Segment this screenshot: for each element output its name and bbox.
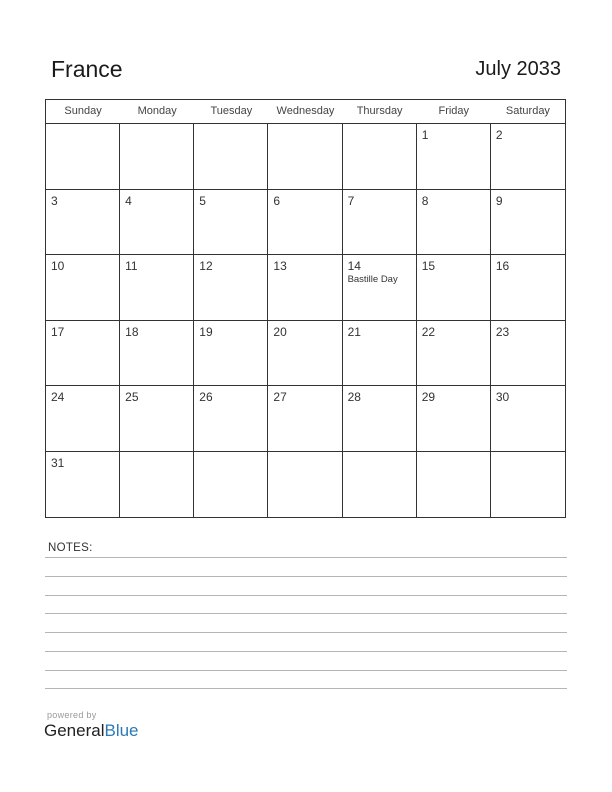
day-number: 19 (199, 324, 213, 339)
day-number: 1 (421, 128, 429, 142)
day-number: 24 (51, 390, 65, 404)
day-cell[interactable] (417, 321, 491, 387)
weekday-saturday: Saturday (505, 105, 550, 117)
day-number: 27 (273, 390, 287, 404)
day-number: 30 (495, 390, 510, 404)
day-cell[interactable] (268, 190, 342, 256)
day-cell[interactable] (417, 190, 491, 256)
powered-by-text: powered by (47, 710, 97, 720)
day-cell[interactable] (194, 452, 268, 518)
country-title: France (51, 56, 123, 82)
day-number: 17 (51, 324, 65, 339)
day-cell[interactable] (343, 386, 417, 452)
day-cell[interactable] (417, 452, 491, 518)
day-number: 18 (125, 324, 139, 339)
day-number: 12 (199, 259, 213, 273)
day-cell[interactable] (46, 255, 120, 321)
day-number: 14 (347, 259, 361, 273)
day-cell[interactable] (194, 190, 268, 256)
month-title: July 2033 (475, 58, 561, 80)
day-number: 10 (51, 259, 65, 273)
day-cell[interactable] (417, 124, 491, 190)
note-line (45, 557, 567, 558)
day-number: 2 (495, 128, 503, 142)
weekday-wednesday: Wednesday (276, 105, 335, 117)
day-cell[interactable] (120, 452, 194, 518)
day-cell[interactable] (120, 124, 194, 190)
day-cell[interactable] (194, 255, 268, 321)
day-number: 21 (347, 324, 361, 339)
day-cell[interactable] (120, 255, 194, 321)
note-line (45, 632, 567, 633)
day-number: 15 (421, 259, 436, 273)
day-cell[interactable] (491, 190, 565, 256)
day-cell[interactable] (194, 386, 268, 452)
day-number: 23 (495, 324, 510, 339)
day-cell[interactable] (417, 255, 491, 321)
day-cell[interactable] (343, 452, 417, 518)
holiday-label: Bastille Day (347, 274, 398, 285)
logo-blue: Blue (104, 721, 139, 740)
day-number: 16 (495, 259, 510, 273)
day-number: 8 (421, 193, 429, 208)
generalblue-logo[interactable] (44, 721, 139, 741)
weekday-thursday: Thursday (356, 105, 403, 117)
day-number: 22 (421, 324, 436, 339)
day-cell[interactable] (194, 124, 268, 190)
day-cell[interactable] (491, 255, 565, 321)
day-number: 31 (51, 455, 65, 470)
day-cell[interactable] (343, 321, 417, 387)
day-cell[interactable] (343, 255, 417, 321)
day-number: 20 (273, 324, 287, 339)
day-cell[interactable] (268, 321, 342, 387)
day-cell[interactable] (491, 386, 565, 452)
weekday-friday: Friday (438, 105, 470, 117)
day-cell[interactable] (268, 386, 342, 452)
day-cell[interactable] (46, 124, 120, 190)
day-number: 25 (125, 390, 139, 404)
day-number: 5 (199, 193, 206, 208)
day-cell[interactable] (268, 452, 342, 518)
day-cell[interactable] (491, 321, 565, 387)
note-line (45, 576, 567, 577)
note-line (45, 688, 567, 689)
day-number: 29 (421, 390, 436, 404)
day-cell[interactable] (46, 321, 120, 387)
day-cell[interactable] (46, 452, 120, 518)
note-line (45, 651, 567, 652)
day-number: 7 (347, 193, 355, 208)
weekday-monday: Monday (137, 105, 177, 117)
day-cell[interactable] (491, 124, 565, 190)
day-number: 3 (51, 193, 58, 208)
note-line (45, 670, 567, 671)
weekday-sunday: Sunday (64, 105, 102, 117)
day-cell[interactable] (120, 321, 194, 387)
day-cell[interactable] (120, 386, 194, 452)
day-number: 28 (347, 390, 361, 404)
weekday-tuesday: Tuesday (210, 105, 253, 117)
calendar-grid (45, 99, 566, 518)
day-number: 9 (495, 193, 503, 208)
weekday-header-row (46, 100, 565, 124)
notes-label: NOTES: (48, 542, 93, 554)
day-cell[interactable] (268, 124, 342, 190)
day-number: 4 (125, 193, 132, 208)
day-cell[interactable] (46, 190, 120, 256)
day-number: 26 (199, 390, 213, 404)
day-cell[interactable] (491, 452, 565, 518)
day-cell[interactable] (120, 190, 194, 256)
logo-general: General (44, 721, 105, 740)
calendar-weeks (46, 124, 565, 517)
day-number: 6 (273, 193, 281, 208)
day-cell[interactable] (268, 255, 342, 321)
note-line (45, 613, 567, 614)
day-cell[interactable] (343, 190, 417, 256)
day-number: 11 (125, 259, 138, 273)
note-line (45, 595, 567, 596)
day-cell[interactable] (343, 124, 417, 190)
day-number: 13 (273, 259, 287, 273)
day-cell[interactable] (194, 321, 268, 387)
day-cell[interactable] (46, 386, 120, 452)
day-cell[interactable] (417, 386, 491, 452)
